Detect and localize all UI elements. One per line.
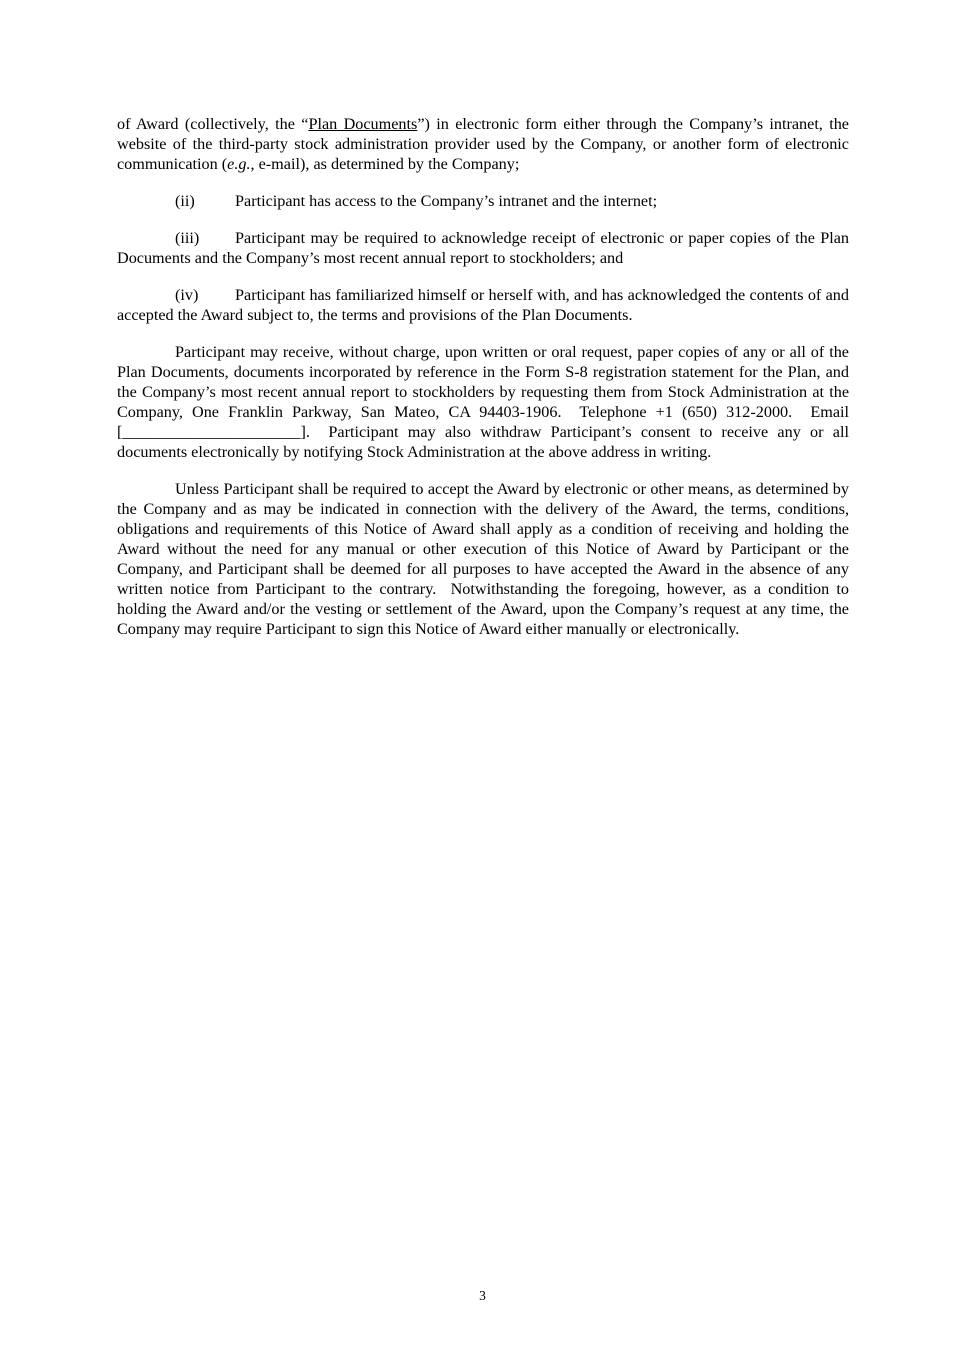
paragraph-acceptance-of-award: [117, 479, 854, 639]
list-item-iv-text: Participant has familiarized himself or herself with, and has acknowledged the contents of and accepted the Award subject to, the terms and provisions of the Plan Documents.: [117, 286, 854, 324]
list-item-ii: [117, 191, 849, 211]
page-number: 3: [479, 1288, 486, 1303]
plan-documents-defined-term: Plan Documents: [308, 115, 418, 133]
paragraph-paper-copies-request: [117, 342, 854, 462]
list-item-iii-number: (iii): [175, 229, 200, 247]
p4-text-post: ]. Participant may also withdraw Participant’s consent to receive any or all documents electronically by notifying Stock Administration at the above address in writing.: [117, 423, 854, 461]
p5-text: Unless Participant shall be required to accept the Award by electronic or other means, as determined by the Company and as may be indicated in connection with the delivery of the Award, the terms, conditions, obligations and requirements of this Notice of Award shall apply as a condition of receiving and holding the Award without the need for any manual or other execution of this Notice of Award by Participant or the Company, and Participant shall be deemed for all purposes to have accepted the Award in the absence of any written notice from Participant to the contrary. Notwithstanding the foregoing, however, as a condition to holding the Award and/or the vesting or settlement of the Award, upon the Company’s request at any time, the Company may require Participant to sign this Notice of Award either manually or electronically.: [117, 480, 854, 638]
document-body: [117, 114, 854, 656]
list-item-iv: [117, 285, 854, 325]
p1-text-pre: of Award (collectively, the “: [117, 115, 309, 133]
paragraph-plan-documents-electronic-form: [117, 114, 854, 174]
email-blank-field: ______________________: [122, 423, 301, 441]
list-item-iv-number: (iv): [175, 286, 199, 304]
list-item-iii-text: Participant may be required to acknowledge receipt of electronic or paper copies of the Plan Documents and the Company’s most recent annual report to stockholders; and: [117, 229, 854, 267]
p1-latin-abbreviation: e.g.: [227, 155, 251, 173]
p1-text-mid: ”) in electronic form either through the Company’s intranet, the website of the third-party stock administration provider used by the Company, or another form of electronic communication (: [117, 115, 854, 173]
p4-text-pre: Participant may receive, without charge, upon written or oral request, paper copies of any or all of the Plan Documents, documents incorporated by reference in the Form S-8 registration statement for the Plan, and the Company’s most recent annual report to stockholders by requesting them from Stock Administration at the Company, One Franklin Parkway, San Mateo, CA 94403-1906. Telephone +1 (650) 312-2000. Email [: [117, 343, 854, 441]
p1-text-post: , e-mail), as determined by the Company;: [250, 155, 520, 173]
list-item-iii: [117, 228, 854, 268]
list-item-ii-text: Participant has access to the Company’s intranet and the internet;: [235, 192, 658, 210]
list-item-ii-number: (ii): [175, 192, 195, 210]
